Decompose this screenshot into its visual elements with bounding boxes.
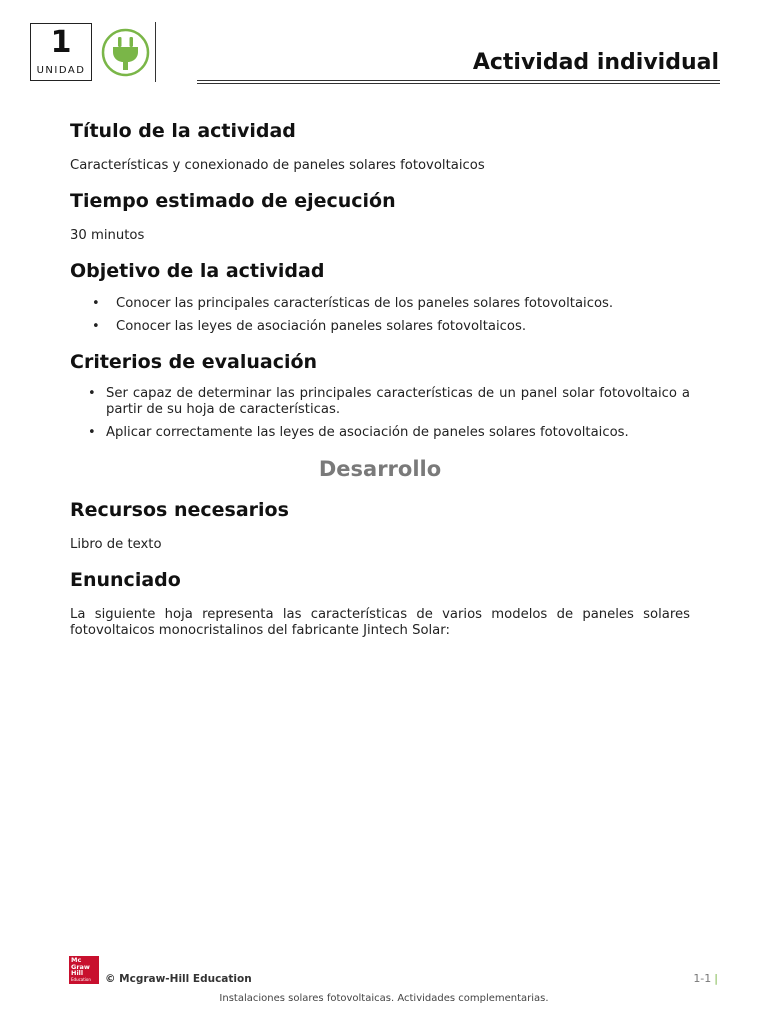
text-titulo: Características y conexionado de paneles solares fotovoltaicos <box>70 158 485 173</box>
plug-icon <box>101 28 150 77</box>
list-item-text: Conocer las leyes de asociación paneles solares fotovoltaicos. <box>116 319 527 334</box>
footer-subtitle: Instalaciones solares fotovoltaicas. Actividades complementarias. <box>219 993 549 1004</box>
heading-titulo: Título de la actividad <box>70 120 296 142</box>
unit-label: UNIDAD <box>36 65 86 76</box>
logo-line: Education <box>71 976 91 982</box>
list-objetivo <box>70 296 690 335</box>
list-item-text: Conocer las principales características de los paneles solares fotovoltaicos. <box>116 296 614 311</box>
logo-line: Mc <box>71 956 82 964</box>
mcgraw-hill-logo <box>69 956 99 984</box>
list-item: • Conocer las leyes de asociación paneles solares fotovoltaicos. <box>92 319 527 334</box>
heading-criterios: Criterios de evaluación <box>70 351 318 373</box>
document-body <box>70 118 690 639</box>
page-title: Actividad individual <box>472 50 719 75</box>
text-tiempo: 30 minutos <box>70 228 145 243</box>
list-item-text: Aplicar correctamente las leyes de asociación de paneles solares fotovoltaicos. <box>106 425 629 440</box>
page-number-text: 1-1 <box>693 972 712 985</box>
unit-badge <box>30 23 92 81</box>
text-enunciado: La siguiente hoja representa las características de varios modelos de paneles solares fotovoltaicos monocristalinos del fabricante Jintech Solar: <box>70 607 690 638</box>
text-recursos: Libro de texto <box>70 537 162 552</box>
logo-line: Hill <box>71 969 84 977</box>
list-item: • Ser capaz de determinar las principales características de un panel solar fotovoltaico a partir de su hoja de características. <box>88 386 690 417</box>
section-desarrollo: Desarrollo <box>318 457 442 481</box>
copyright-text: © Mcgraw-Hill Education <box>105 973 252 985</box>
heading-enunciado: Enunciado <box>70 569 181 591</box>
logo-line: Graw <box>71 962 90 971</box>
heading-recursos: Recursos necesarios <box>70 499 289 521</box>
heading-tiempo: Tiempo estimado de ejecución <box>70 190 396 212</box>
list-item: • Conocer las principales características de los paneles solares fotovoltaicos. <box>92 296 614 311</box>
title-double-rule <box>197 80 720 84</box>
unit-number: 1 <box>50 25 72 60</box>
list-item-text: Ser capaz de determinar las principales características de un panel solar fotovoltaico a partir de su hoja de características. <box>106 386 690 417</box>
page-number-bar: | <box>714 972 718 985</box>
list-criterios <box>70 386 690 441</box>
page-number <box>693 972 718 985</box>
list-item: • Aplicar correctamente las leyes de asociación de paneles solares fotovoltaicos. <box>88 425 629 440</box>
heading-objetivo: Objetivo de la actividad <box>70 260 325 282</box>
header-divider <box>155 22 156 82</box>
